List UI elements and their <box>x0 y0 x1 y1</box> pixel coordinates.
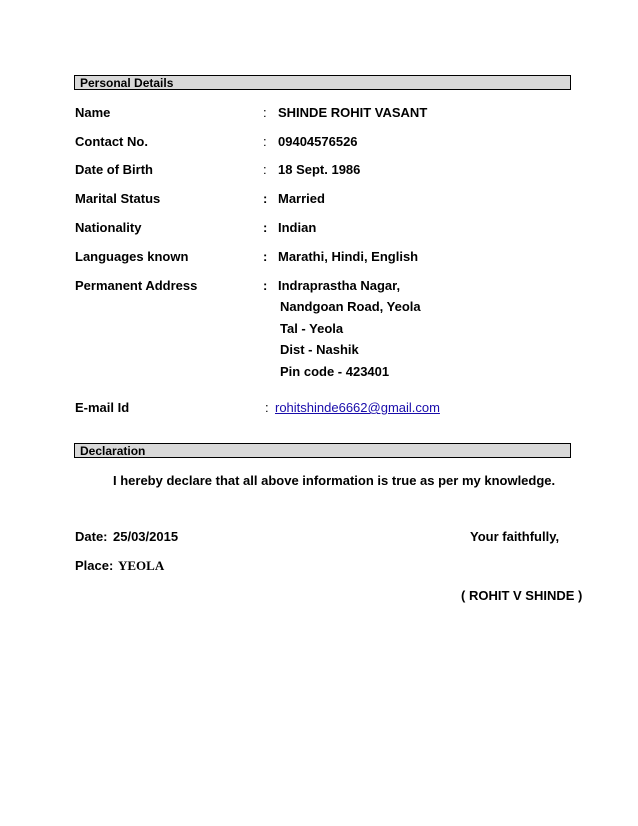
field-colon: : <box>263 249 268 264</box>
address-line: Tal - Yeola <box>280 321 344 336</box>
field-label: Permanent Address <box>75 278 198 293</box>
field-label: Name <box>75 105 111 120</box>
email-colon: : <box>265 400 269 415</box>
field-value: Married <box>278 191 325 206</box>
field-value: 09404576526 <box>278 134 358 149</box>
personal-details-title: Personal Details <box>80 76 174 90</box>
declaration-title: Declaration <box>80 444 146 458</box>
field-label: Languages known <box>75 249 189 264</box>
field-value: Indian <box>278 220 317 235</box>
email-label: E-mail Id <box>75 400 130 415</box>
field-value: SHINDE ROHIT VASANT <box>278 105 428 120</box>
field-value: 18 Sept. 1986 <box>278 162 361 177</box>
address-line: Pin code - 423401 <box>280 364 390 379</box>
field-value: Marathi, Hindi, English <box>278 249 419 264</box>
field-colon: : <box>263 191 268 206</box>
address-line: Dist - Nashik <box>280 342 359 357</box>
email-link[interactable]: rohitshinde6662@gmail.com <box>275 400 440 415</box>
place-label: Place: <box>75 558 114 573</box>
date-label: Date: <box>75 529 108 544</box>
signature-name: ( ROHIT V SHINDE ) <box>461 588 583 603</box>
declaration-text: I hereby declare that all above information is true as per my knowledge. <box>113 473 556 488</box>
closing-text: Your faithfully, <box>470 529 560 544</box>
field-colon: : <box>263 134 267 149</box>
place-value: YEOLA <box>118 558 165 573</box>
field-label: Nationality <box>75 220 142 235</box>
declaration-header <box>74 443 571 458</box>
field-label: Date of Birth <box>75 162 153 177</box>
field-colon: : <box>263 105 267 120</box>
field-colon: : <box>263 220 268 235</box>
personal-details-header <box>74 75 571 90</box>
date-value: 25/03/2015 <box>113 529 179 544</box>
field-colon: : <box>263 278 268 293</box>
field-colon: : <box>263 162 267 177</box>
field-label: Contact No. <box>75 134 148 149</box>
address-line: Nandgoan Road, Yeola <box>280 299 421 314</box>
field-value: Indraprastha Nagar, <box>278 278 401 293</box>
field-label: Marital Status <box>75 191 161 206</box>
